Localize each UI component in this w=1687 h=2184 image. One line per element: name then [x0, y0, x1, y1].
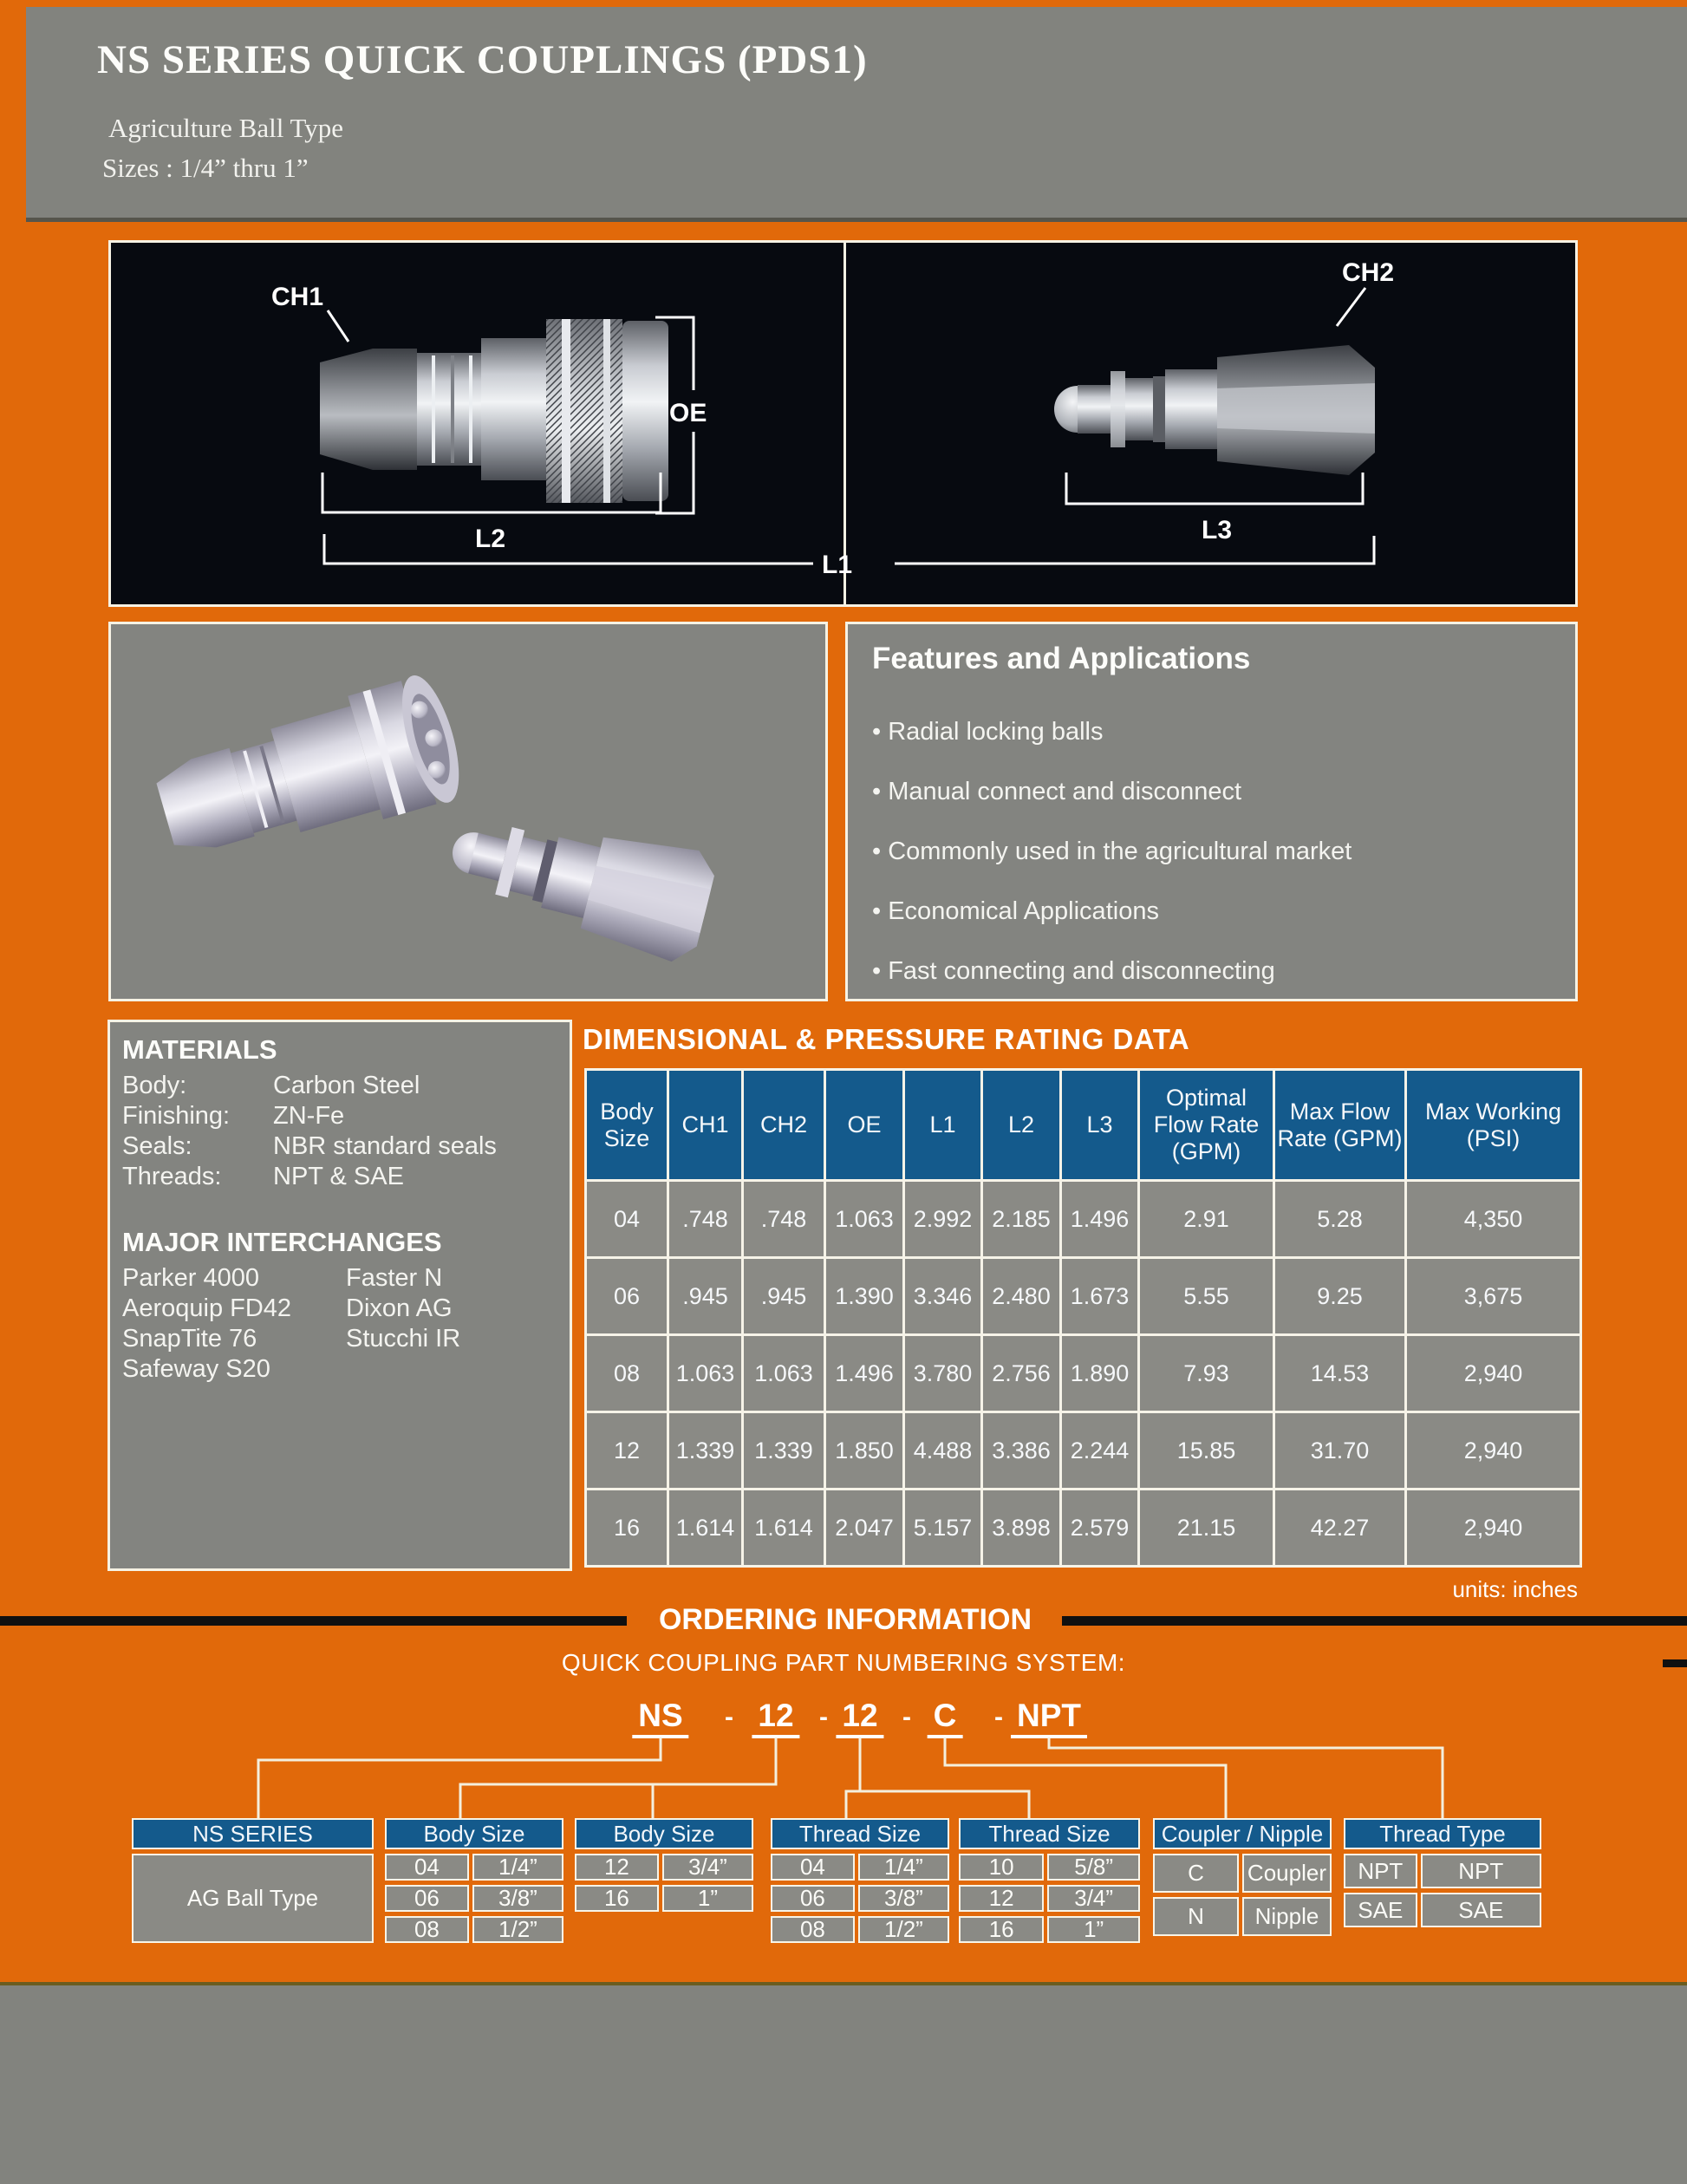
ordering-subtitle: QUICK COUPLING PART NUMBERING SYSTEM: — [561, 1649, 1126, 1676]
ordering-rule-right — [1062, 1616, 1687, 1626]
dim-cell: 1.496 — [825, 1335, 904, 1412]
dim-cell: 2.047 — [825, 1490, 904, 1567]
spec-label: Finishing: — [122, 1102, 231, 1130]
interchange-item: Dixon AG — [346, 1294, 453, 1322]
part-number-connector-tree — [0, 1730, 1687, 1821]
dim-cell: 7.93 — [1139, 1335, 1274, 1412]
part-segment: 12 — [836, 1698, 883, 1738]
dim-cell: 9.25 — [1274, 1258, 1406, 1335]
table-row — [586, 1258, 1581, 1335]
code-table-row — [385, 1916, 563, 1943]
code-table-header: Coupler / Nipple — [1153, 1818, 1332, 1849]
code-table-cell: SAE — [1421, 1893, 1541, 1927]
code-table-row — [1153, 1897, 1332, 1936]
dim-cell: 2.992 — [904, 1181, 982, 1258]
code-table-cell: 12 — [575, 1854, 659, 1881]
code-table-thread-type — [1344, 1818, 1541, 1927]
l3-bracket — [1066, 473, 1363, 504]
code-table-row — [771, 1916, 949, 1943]
code-table-cell: 1/4” — [858, 1854, 949, 1881]
dim-cell: 1.850 — [825, 1412, 904, 1490]
feature-item: • Economical Applications — [872, 897, 1575, 926]
footer-band — [0, 1985, 1687, 2184]
interchanges-title: MAJOR INTERCHANGES — [122, 1227, 442, 1257]
product-render-art — [108, 622, 828, 1001]
code-table-cell: 04 — [385, 1854, 469, 1881]
code-table-header: Thread Type — [1344, 1818, 1541, 1849]
dim-table-title: DIMENSIONAL & PRESSURE RATING DATA — [583, 1023, 1190, 1055]
dim-cell: 4.488 — [904, 1412, 982, 1490]
dim-cell: 1.614 — [743, 1490, 825, 1567]
dim-cell: 1.063 — [668, 1335, 743, 1412]
render-nipple — [440, 792, 720, 967]
dim-table-head — [586, 1070, 1581, 1181]
dim-col-header: OE — [825, 1070, 904, 1181]
dim-cell: 1.339 — [743, 1412, 825, 1490]
dim-cell: 2,940 — [1406, 1335, 1581, 1412]
dim-cell: .748 — [668, 1181, 743, 1258]
spec-label: Threads: — [122, 1163, 222, 1190]
dim-cell: 42.27 — [1274, 1490, 1406, 1567]
interchange-row — [122, 1263, 570, 1294]
interchange-item: Stucchi IR — [346, 1325, 461, 1353]
dim-cell: .945 — [668, 1258, 743, 1335]
dim-cell: .748 — [743, 1181, 825, 1258]
dim-cell: 15.85 — [1139, 1412, 1274, 1490]
code-table-row — [132, 1854, 374, 1943]
spec-row — [122, 1162, 570, 1192]
dim-cell: 3.780 — [904, 1335, 982, 1412]
code-table-cell: 1/4” — [472, 1854, 563, 1881]
dim-cell: 1.614 — [668, 1490, 743, 1567]
code-table-cell: Nipple — [1242, 1897, 1332, 1936]
tree-line-bodysize-a — [460, 1737, 776, 1821]
code-table-cell: 06 — [385, 1885, 469, 1912]
code-table-cell: 06 — [771, 1885, 855, 1912]
dim-cell: 06 — [586, 1258, 668, 1335]
feature-item: • Manual connect and disconnect — [872, 778, 1575, 806]
label-oe: OE — [669, 399, 707, 427]
code-table-row — [385, 1854, 563, 1881]
dim-cell: 3,675 — [1406, 1258, 1581, 1335]
dim-cell: 21.15 — [1139, 1490, 1274, 1567]
dim-cell: 2,940 — [1406, 1412, 1581, 1490]
interchange-row — [122, 1354, 570, 1385]
dim-cell: 3.898 — [982, 1490, 1061, 1567]
nipple-illustration — [1054, 345, 1375, 475]
dim-cell: 14.53 — [1274, 1335, 1406, 1412]
table-row — [586, 1412, 1581, 1490]
code-table-row — [771, 1854, 949, 1881]
dim-cell: 2.579 — [1061, 1490, 1139, 1567]
interchange-row — [122, 1324, 570, 1354]
ch1-leader-line — [328, 310, 348, 342]
page-title: NS SERIES QUICK COUPLINGS (PDS1) — [97, 37, 868, 82]
dim-col-header: CH2 — [743, 1070, 825, 1181]
code-table-row — [385, 1885, 563, 1912]
code-table-cell: 3/8” — [472, 1885, 563, 1912]
coupler-illustration — [320, 319, 668, 503]
label-l3: L3 — [1202, 516, 1233, 544]
ch2-leader-line — [1337, 288, 1365, 326]
dimensional-pressure-table — [584, 1068, 1582, 1568]
ordering-rule-left — [0, 1616, 627, 1626]
spec-label: Body: — [122, 1072, 187, 1099]
dim-cell: 4,350 — [1406, 1181, 1581, 1258]
code-table-cell: 1” — [662, 1885, 753, 1912]
dim-col-header: Max Flow Rate (GPM) — [1274, 1070, 1406, 1181]
interchange-item: Aeroquip FD42 — [122, 1294, 292, 1322]
part-segment: 12 — [752, 1698, 799, 1738]
spec-value: NBR standard seals — [273, 1132, 497, 1160]
dim-cell: 1.890 — [1061, 1335, 1139, 1412]
dim-cell: 1.339 — [668, 1412, 743, 1490]
part-segment: NPT — [1011, 1698, 1087, 1738]
tree-line-couplernipple — [945, 1737, 1226, 1821]
code-table-body-size — [385, 1818, 563, 1943]
code-table-row — [959, 1854, 1140, 1881]
spec-row — [122, 1131, 570, 1162]
tree-line-threadtype — [1049, 1737, 1443, 1821]
table-row — [586, 1490, 1581, 1567]
materials-title: MATERIALS — [122, 1034, 277, 1065]
code-table-coupler-nipple — [1153, 1818, 1332, 1936]
materials-spec-list — [122, 1071, 570, 1192]
dim-cell: 2,940 — [1406, 1490, 1581, 1567]
code-table-header: Body Size — [575, 1818, 753, 1849]
code-table-cell: N — [1153, 1897, 1239, 1936]
label-l1: L1 — [822, 551, 853, 579]
dimension-diagram — [108, 240, 1578, 607]
dim-cell: .945 — [743, 1258, 825, 1335]
dim-cell: 2.185 — [982, 1181, 1061, 1258]
dim-col-header: L3 — [1061, 1070, 1139, 1181]
table-row — [586, 1181, 1581, 1258]
features-panel — [845, 622, 1578, 1001]
spec-value: ZN-Fe — [273, 1102, 345, 1130]
dim-cell: 1.673 — [1061, 1258, 1139, 1335]
table-row — [586, 1335, 1581, 1412]
code-table-header: Thread Size — [771, 1818, 949, 1849]
spec-label: Seals: — [122, 1132, 192, 1160]
feature-item: • Radial locking balls — [872, 718, 1575, 746]
feature-item: • Commonly used in the agricultural market — [872, 838, 1575, 866]
render-coupler — [147, 669, 471, 878]
code-table-cell: NPT — [1344, 1854, 1417, 1888]
code-table-cell: 12 — [959, 1885, 1044, 1912]
feature-item: • Fast connecting and disconnecting — [872, 957, 1575, 986]
part-separator: - — [819, 1703, 828, 1731]
code-table-row — [959, 1885, 1140, 1912]
dim-cell: 31.70 — [1274, 1412, 1406, 1490]
interchange-item: SnapTite 76 — [122, 1325, 257, 1353]
code-table-row — [575, 1885, 753, 1912]
code-table-cell: 16 — [575, 1885, 659, 1912]
header-banner — [26, 7, 1687, 218]
interchanges-list — [122, 1263, 570, 1385]
code-table-thread-size — [959, 1818, 1140, 1943]
dim-cell: 08 — [586, 1335, 668, 1412]
code-table-row — [1344, 1893, 1541, 1927]
code-table-body-size — [575, 1818, 753, 1912]
ordering-title: ORDERING INFORMATION — [658, 1603, 1032, 1636]
code-table-thread-size — [771, 1818, 949, 1943]
dim-cell: 2.480 — [982, 1258, 1061, 1335]
interchange-item: Faster N — [346, 1264, 443, 1292]
part-segment: C — [928, 1698, 963, 1738]
dim-cell: 5.28 — [1274, 1181, 1406, 1258]
code-table-row — [1344, 1854, 1541, 1888]
code-table-row — [771, 1885, 949, 1912]
header-divider — [26, 218, 1687, 222]
code-table-row — [959, 1916, 1140, 1943]
materials-panel — [107, 1020, 572, 1571]
code-table-cell: 3/4” — [1047, 1885, 1140, 1912]
features-list — [872, 718, 1575, 986]
label-l2: L2 — [475, 525, 506, 553]
code-table-cell: 5/8” — [1047, 1854, 1140, 1881]
part-separator: - — [902, 1703, 911, 1731]
code-table-cell: 08 — [771, 1916, 855, 1943]
interchange-item: Safeway S20 — [122, 1355, 270, 1383]
part-separator: - — [994, 1703, 1003, 1731]
code-table-header: Thread Size — [959, 1818, 1140, 1849]
interchange-row — [122, 1294, 570, 1324]
dim-col-header: CH1 — [668, 1070, 743, 1181]
dim-col-header: Max Working (PSI) — [1406, 1070, 1581, 1181]
dim-cell: 1.390 — [825, 1258, 904, 1335]
dim-cell: 5.157 — [904, 1490, 982, 1567]
dim-cell: 3.346 — [904, 1258, 982, 1335]
code-table-cell: 1/2” — [472, 1916, 563, 1943]
dim-col-header: L2 — [982, 1070, 1061, 1181]
dim-cell: 2.756 — [982, 1335, 1061, 1412]
code-table-cell: SAE — [1344, 1893, 1417, 1927]
part-separator: - — [725, 1703, 733, 1731]
dim-cell: 16 — [586, 1490, 668, 1567]
code-table-row — [1153, 1854, 1332, 1893]
features-title: Features and Applications — [872, 642, 1251, 675]
label-ch2: CH2 — [1342, 258, 1395, 287]
code-table-ns-series — [132, 1818, 374, 1943]
code-table-cell: 10 — [959, 1854, 1044, 1881]
tree-line-threadsize — [846, 1791, 1029, 1821]
dim-cell: 2.91 — [1139, 1181, 1274, 1258]
code-table-cell: 3/4” — [662, 1854, 753, 1881]
part-segment: NS — [632, 1698, 688, 1738]
code-table-cell: C — [1153, 1854, 1239, 1893]
code-table-cell: NPT — [1421, 1854, 1541, 1888]
dim-cell: 04 — [586, 1181, 668, 1258]
interchange-item: Parker 4000 — [122, 1264, 259, 1292]
dim-cell: 12 — [586, 1412, 668, 1490]
spec-value: NPT & SAE — [273, 1163, 404, 1190]
code-table-header: NS SERIES — [132, 1818, 374, 1849]
spec-row — [122, 1101, 570, 1131]
dim-cell: 1.496 — [1061, 1181, 1139, 1258]
dim-cell: 3.386 — [982, 1412, 1061, 1490]
dim-table-body — [586, 1181, 1581, 1567]
code-table-cell: 08 — [385, 1916, 469, 1943]
label-ch1: CH1 — [271, 283, 324, 311]
dim-cell: 1.063 — [743, 1335, 825, 1412]
code-table-cell: 1” — [1047, 1916, 1140, 1943]
spec-row — [122, 1071, 570, 1101]
code-table-cell: 3/8” — [858, 1885, 949, 1912]
code-table-cell: 1/2” — [858, 1916, 949, 1943]
units-note: units: inches — [1452, 1576, 1578, 1602]
code-table-cell: 04 — [771, 1854, 855, 1881]
code-table-cell: Coupler — [1242, 1854, 1332, 1893]
code-table-cell: 16 — [959, 1916, 1044, 1943]
dim-cell: 5.55 — [1139, 1258, 1274, 1335]
code-table-cell: AG Ball Type — [132, 1854, 374, 1943]
dim-col-header: L1 — [904, 1070, 982, 1181]
dim-cell: 2.244 — [1061, 1412, 1139, 1490]
code-table-header: Body Size — [385, 1818, 563, 1849]
page-subtitle-sizes: Sizes : 1/4” thru 1” — [102, 153, 309, 183]
page-subtitle-type: Agriculture Ball Type — [108, 113, 344, 143]
dim-col-header: Optimal Flow Rate (GPM) — [1139, 1070, 1274, 1181]
code-table-row — [575, 1854, 753, 1881]
dim-cell: 1.063 — [825, 1181, 904, 1258]
dim-col-header: Body Size — [586, 1070, 668, 1181]
spec-value: Carbon Steel — [273, 1072, 420, 1099]
